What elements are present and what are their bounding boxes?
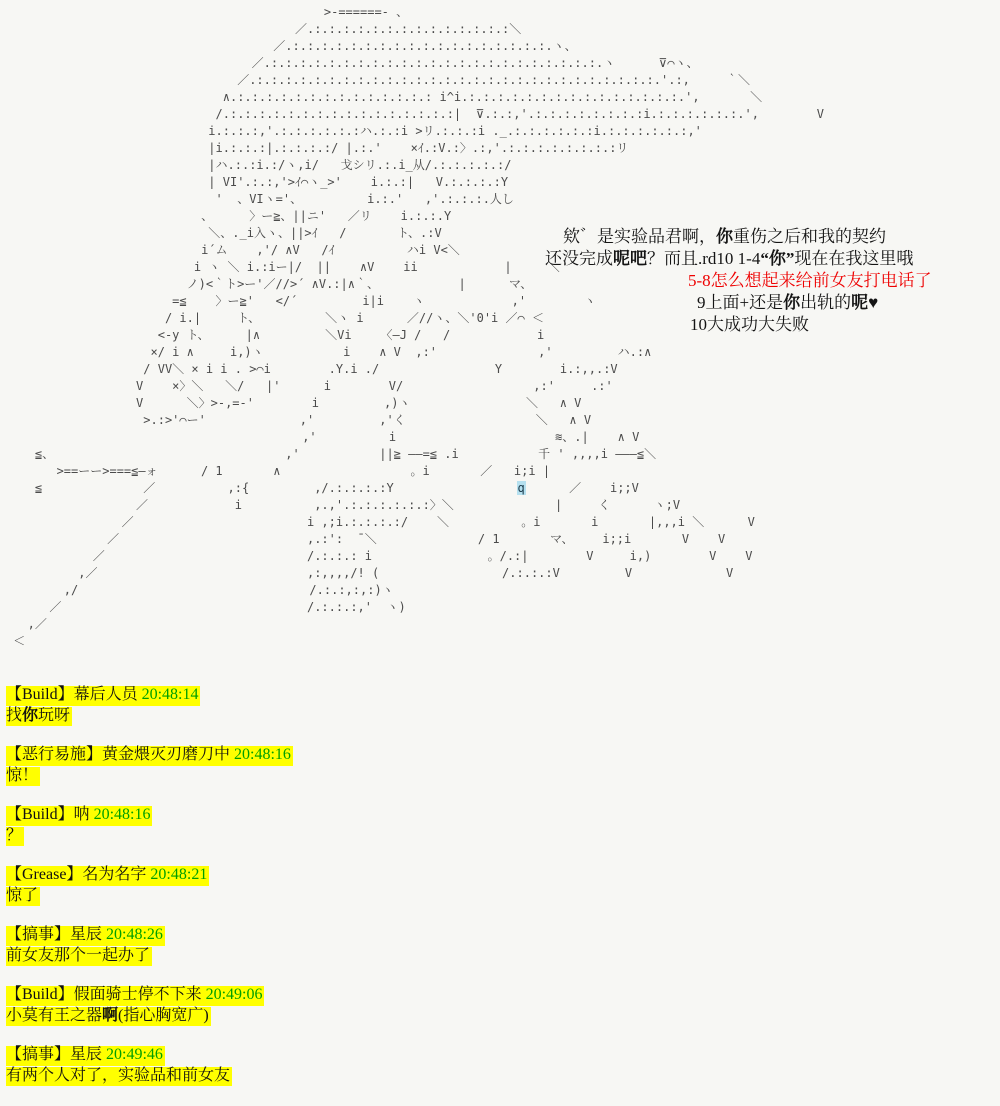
annotation-line <box>540 226 996 248</box>
text-segment: 5-8怎么想起来给前女友打电话了 <box>688 271 932 290</box>
ascii-art-line: |i.:.:.:|.:.:.:.:/ |.:.' ×ｲ.:V.:〉.:,'.:.:.:.:.:.:.:.:リ <box>6 141 629 155</box>
text-segment: ？而且.rd10 1-4 <box>647 249 761 268</box>
ascii-art-line: V ＼〉>-,=-' i ,)ヽ ＼ ∧ V <box>6 396 582 410</box>
ascii-art-line: >==ーー>===≦―ォ / 1 ∧ 。i ／ i;i | <box>6 464 551 478</box>
chat-timestamp: 20:48:21 <box>150 866 208 883</box>
chat-timestamp: 20:48:14 <box>141 686 199 703</box>
ascii-art-line: ＼、._i入ヽ、||>ｲ / ト、.:V <box>6 226 442 240</box>
ascii-art-line: |ハ.:.:i.:/ヽ,i/ 戈シリ.:.i_从/.:.:.:.:.:/ <box>6 158 512 172</box>
chat-message-header <box>6 686 200 706</box>
chat-message-header <box>6 746 293 766</box>
chat-message-header <box>6 1046 165 1066</box>
annotation-line <box>540 314 996 336</box>
text-segment: 呢 <box>851 293 869 312</box>
text-segment: 小莫有王之器 <box>6 1006 103 1024</box>
chat-message <box>6 926 906 966</box>
ascii-art-line: 、 〉ー≧、||ニ' ／リ i.:.:.Y <box>6 209 452 223</box>
ascii-art-line: / i.| ト、 ＼ヽ i ／//ヽ、＼'0'i ／⌒ ＜ <box>6 311 544 325</box>
text-segment: ？ <box>6 826 23 844</box>
text-segment: 还没完成 <box>545 249 613 268</box>
ascii-art-line: ／.:.:.:.:.:.:.:.:.:.:.:.:.:.:.:.:.:.:.ヽ、 <box>6 39 577 53</box>
chat-sender-name: 【Build】幕后人员 <box>6 686 138 703</box>
ascii-art-line: ,/ /.:.:,:,:)ヽ <box>6 583 394 597</box>
ascii-art-line: ∧.:.:.:.:.:.:.:.:.:.:.:.:.:.: i^i.:.:.:.:.:.:.:.:.:.:.:.:.:.:.:.', ＼ <box>6 90 763 104</box>
chat-message <box>6 866 906 906</box>
ascii-art-line: ' 、VIヽ='、 i.:.' ,'.:.:.:.人し <box>6 192 514 206</box>
ascii-art-line: ／ i ,.,'.:.:.:.:.:.:〉＼ | く ヽ;V <box>6 498 681 512</box>
chat-message <box>6 686 906 726</box>
ascii-art-line: ／.:.:.:.:.:.:.:.:.:.:.:.:.:.:＼ <box>6 22 522 36</box>
ascii-art-line: i ヽ ＼ i.:iー|/ || ∧V ii | ＼ <box>6 260 560 274</box>
chat-message-body <box>6 947 152 967</box>
text-segment: 玩呀 <box>38 706 71 724</box>
text-segment: 你 <box>22 706 39 724</box>
ascii-art-line: ,／ <box>6 617 47 631</box>
ascii-art-line: >-======- 、 <box>6 5 409 19</box>
chat-message <box>6 746 906 786</box>
ascii-art-line: =≦ 〉ー≧' </´ i|i ヽ ,' ヽ <box>6 294 596 308</box>
text-segment: 前女友那个一起办了 <box>6 946 151 964</box>
ascii-art-line: ／.:.:.:.:.:.:.:.:.:.:.:.:.:.:.:.:.:.:.:.:.:.:.:.ヽ ⊽⌒ヽ、 <box>6 56 699 70</box>
text-segment: 找 <box>6 706 23 724</box>
chat-timestamp: 20:48:16 <box>93 806 151 823</box>
ascii-art-line: ／ i ,;i.:.:.:.:/ ＼ 。i i |,,,i ＼ V <box>6 515 755 529</box>
chat-message-body <box>6 1007 211 1027</box>
ascii-art-line: i.:.:.:,'.:.:.:.:.:.:ハ.:.:i >リ.:.:.:i ._.:.:.:.:.:.:i.:.:.:.:.:.:,' <box>6 124 702 138</box>
ascii-art-line: <-y ト、 |∧ ＼Vi 〈―J / / i <box>6 328 545 342</box>
chat-timestamp: 20:48:26 <box>106 926 163 943</box>
text-segment: 惊了 <box>6 886 39 904</box>
text-segment: 你 <box>783 293 801 312</box>
text-segment: 你 <box>716 227 733 246</box>
text-segment: 出轨的 <box>800 293 852 312</box>
dialogue-annotation <box>540 226 996 336</box>
annotation-line <box>540 270 996 292</box>
ascii-art-line: ／ /.:.:.: i 。/.:| V i,) V V <box>6 549 753 563</box>
chat-message-body <box>6 707 72 727</box>
chat-message-body <box>6 767 40 787</box>
chat-message-header <box>6 926 165 946</box>
ascii-art-line: V ×〉＼ ＼/ |' i V/ ,:' .:' <box>6 379 613 393</box>
highlighted-q-char: q <box>517 481 525 495</box>
ascii-art-line: / VV＼ × i i . >⌒i .Y.i ./ Y i.:,,.:V <box>6 362 618 376</box>
chat-sender-name: 【Build】假面骑士停不下来 <box>6 986 202 1003</box>
chat-message-header <box>6 866 209 886</box>
chat-sender-name: 【恶行易施】黄金煨灭刃磨刀中 <box>6 746 231 763</box>
chat-message-header <box>6 986 264 1006</box>
chat-sender-name: 【搞事】星辰 <box>6 1046 103 1063</box>
chat-message-header <box>6 806 152 826</box>
chat-sender-name: 【搞事】星辰 <box>6 926 103 943</box>
chat-timestamp: 20:48:16 <box>234 746 291 763</box>
text-segment: 9上面+还是 <box>697 293 784 312</box>
chat-message <box>6 806 906 846</box>
ascii-art-line: | VI'.:.:,'>ｲ⌒ヽ_>' i.:.:| V.:.:.:.:Y <box>6 175 509 189</box>
ascii-art-line: ＜ <box>6 634 26 648</box>
ascii-art-line: ×/ i ∧ i,)ヽ i ∧ V ,:' ,' ハ.:∧ <box>6 345 652 359</box>
text-segment: 现在在我这里哦 <box>794 249 914 268</box>
ascii-art-line: ／.:.:.:.:.:.:.:.:.:.:.:.:.:.:.:.:.:.:.:.:.:.:.:.:.:.:.:.:.'.:, ｀＼ <box>6 73 751 87</box>
chat-sender-name: 【Grease】名为名字 <box>6 866 147 883</box>
chat-sender-name: 【Build】呐 <box>6 806 90 823</box>
text-segment: 有两个人对了，实验品和前女友 <box>6 1066 231 1084</box>
chat-message-body <box>6 1067 232 1087</box>
ascii-art-line: ,' i ≋、.| ∧ V <box>6 430 640 444</box>
annotation-line <box>540 248 996 270</box>
text-segment: “你” <box>760 249 795 268</box>
ascii-art-line: ,／ ,:,,,,/! ( /.:.:.:V V V <box>6 566 734 580</box>
text-segment: 呢吧 <box>613 249 647 268</box>
text-segment: 欸゛是实验品君啊， <box>563 227 716 246</box>
ascii-art-line: ／ /.:.:.:,' ヽ) <box>6 600 406 614</box>
chat-message-body <box>6 827 24 847</box>
text-segment: 惊！ <box>6 766 39 784</box>
ascii-art-line: ／ ,.:': ̄ ＼ / 1 マ、 i;;i V V <box>6 532 726 546</box>
ascii-art-line: ≦ ／ ,:{ ,/.:.:.:.:Y q ／ i;;V <box>6 481 639 495</box>
ascii-art-line: i´ム ,'/ ∧V /ｲ ハi V<＼ <box>6 243 460 257</box>
chat-timestamp: 20:49:06 <box>205 986 263 1003</box>
chat-timestamp: 20:49:46 <box>106 1046 163 1063</box>
text-segment: 10大成功大失败 <box>690 315 809 334</box>
text-segment: 啊 <box>102 1006 119 1024</box>
chat-message <box>6 1046 906 1086</box>
ascii-art-line: ≦、 ,' ||≧ ――=≦ .i 千 ' ,,,,i ―――≦＼ <box>6 447 657 461</box>
text-segment: ♥ <box>868 293 879 312</box>
chat-log <box>6 686 906 1106</box>
text-segment: (指心胸宽广) <box>118 1006 209 1024</box>
text-segment: 重伤之后和我的契约 <box>733 227 886 246</box>
ascii-art-line: /.:.:.:.:.:.:.:.:.:.:.:.:.:.:.:.:| ⊽.:.:,'.:.:.:.:.:.:.:.:i.:.:.:.:.:.:.', V <box>6 107 824 121</box>
ascii-art-line: ノ)<｀ト>ー'／//>´ ∧V.:|∧｀、 | マ、 <box>6 277 533 291</box>
annotation-line <box>540 292 996 314</box>
chat-message-body <box>6 887 40 907</box>
ascii-art-line: >.:>'⌒ー' ,' ,'く ＼ ∧ V <box>6 413 592 427</box>
chat-message <box>6 986 906 1026</box>
